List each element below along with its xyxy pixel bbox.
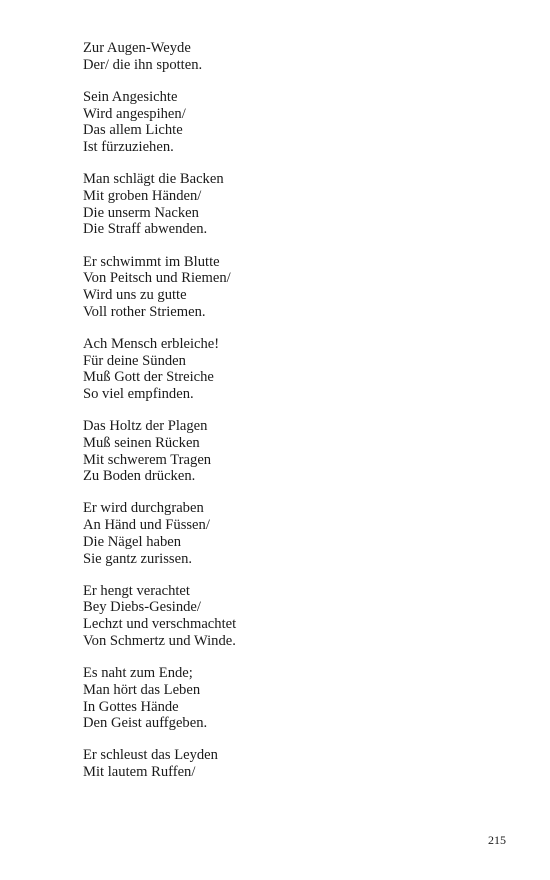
stanza	[83, 40, 503, 73]
verse-line: Mit groben Händen/	[83, 187, 202, 204]
poem	[83, 40, 503, 796]
verse-line: Ist fürzuziehen.	[83, 139, 174, 156]
stanza	[83, 583, 503, 650]
verse-line: Die unserm Nacken	[83, 204, 199, 221]
stanza	[83, 89, 503, 156]
verse-line: Er wird durchgraben	[83, 500, 204, 517]
verse-line: Er schwimmt im Blutte	[83, 253, 220, 270]
verse-line: In Gottes Hände	[83, 698, 179, 715]
verse-line: Von Peitsch und Riemen/	[83, 270, 231, 287]
stanza	[83, 665, 503, 732]
stanza	[83, 418, 503, 485]
verse-line: An Händ und Füssen/	[83, 517, 210, 534]
verse-line: Die Straff abwenden.	[83, 221, 208, 238]
stanza	[83, 254, 503, 321]
verse-line: Bey Diebs-Gesinde/	[83, 599, 201, 616]
verse-line: Voll rother Striemen.	[83, 303, 206, 320]
verse-line: Muß seinen Rücken	[83, 434, 200, 451]
verse-line: Wird uns zu gutte	[83, 286, 187, 303]
verse-line: Muß Gott der Streiche	[83, 369, 214, 386]
stanza	[83, 747, 503, 780]
verse-line: Das Holtz der Plagen	[83, 418, 208, 435]
verse-line: Lechzt und verschmachtet	[83, 616, 237, 633]
page-number: 215	[488, 833, 506, 847]
verse-line: Wird angespihen/	[83, 105, 186, 122]
verse-line: Es naht zum Ende;	[83, 665, 193, 682]
stanza	[83, 171, 503, 238]
verse-line: Er hengt verachtet	[83, 582, 190, 599]
verse-line: Sie gantz zurissen.	[83, 550, 193, 567]
verse-line: Man hört das Leben	[83, 681, 201, 698]
stanza	[83, 500, 503, 567]
verse-line: Mit schwerem Tragen	[83, 451, 212, 468]
verse-line: Die Nägel haben	[83, 533, 182, 550]
verse-line: Man schlägt die Backen	[83, 171, 224, 188]
stanza	[83, 336, 503, 403]
verse-line: Mit lautem Ruffen/	[83, 764, 196, 781]
verse-line: Zur Augen-Weyde	[83, 40, 191, 56]
verse-line: So viel empfinden.	[83, 385, 194, 402]
verse-line: Er schleust das Leyden	[83, 747, 218, 764]
verse-line: Ach Mensch erbleiche!	[83, 335, 220, 352]
verse-line: Sein Angesichte	[83, 88, 178, 105]
verse-line: Für deine Sünden	[83, 352, 186, 369]
verse-line: Zu Boden drücken.	[83, 468, 196, 485]
verse-line: Den Geist auffgeben.	[83, 715, 208, 732]
verse-line: Das allem Lichte	[83, 122, 183, 139]
verse-line: Der/ die ihn spotten.	[83, 56, 203, 73]
verse-line: Von Schmertz und Winde.	[83, 632, 236, 649]
